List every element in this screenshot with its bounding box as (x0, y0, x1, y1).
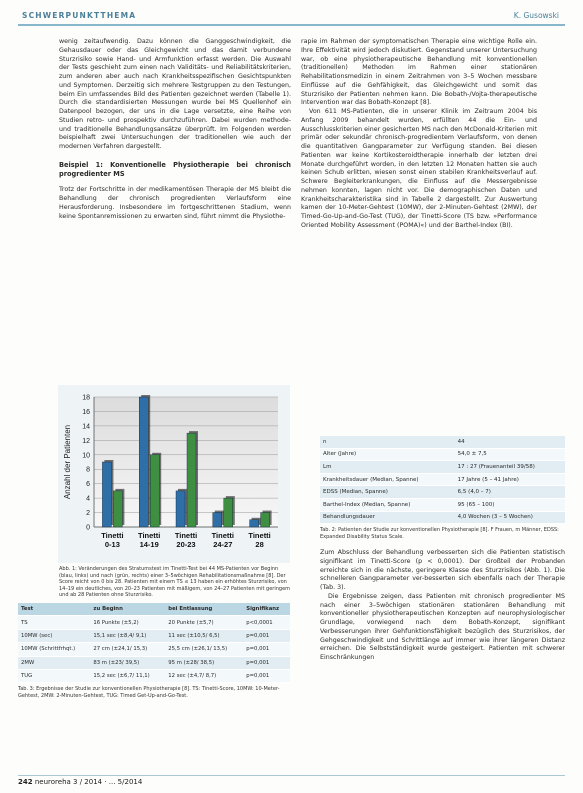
table-row (320, 486, 565, 499)
bar-chart (58, 385, 290, 563)
x-tick-label: 24-27 (213, 540, 233, 549)
figure-panel (58, 385, 290, 563)
table-3-caption: Tab. 3: Ergebnisse der Studie zur konventionellen Physiotherapie [8]. TS: Tinetti-Score, 10MW: 10-Meter-Gehtest, 2MW: 2-Minuten-Gehtest, TUG: Timed Get-Up-and-Go-Test. (18, 686, 280, 699)
y-tick-label: 4 (86, 495, 90, 503)
table-cell: 83 m (±23/ 39,5) (90, 656, 165, 669)
table-row (18, 616, 290, 629)
table-row (320, 448, 565, 461)
right-column-lower-text (320, 549, 565, 663)
table-header-cell: zu Beginn (90, 603, 165, 616)
footer-rule (18, 775, 565, 776)
table-2-caption: Tab. 2: Patienten der Studie zur konventionellen Physiotherapie [8]. F Frauen, m Männer, EDSS: Expanded Disability Status Scale. (320, 527, 559, 540)
bar (102, 462, 111, 527)
table-cell: 95 (65 – 100) (455, 498, 565, 511)
y-tick-label: 16 (82, 408, 90, 416)
table-cell: 95 m (±28/ 38,5) (165, 656, 243, 669)
table-cell: Barthel-Index (Median, Spanne) (320, 498, 455, 511)
paragraph: rapie im Rahmen der symptomatischen Therapie eine wichtige Rolle ein. Ihre Effektivität wird jedoch diskutiert. Gegenstand unserer Untersuchung war, ob eine physiotherapeutische Behandlung mit konventionellen (traditionellen) Methoden im Rahmen einer stationären Rehabilitationsmedizin in einem Zeitrahmen von 3–5 Wochen messbare Einflüsse auf die Gehfähigkeit, das Gleichgewicht und somit das Sturzrisiko der Patienten nehmen kann. Die Bobath-/Vojta-therapeutische Intervention war das Bobath-Konzept [8]. (301, 38, 537, 107)
header-rule (18, 24, 565, 26)
x-tick-label: Tinetti (101, 531, 124, 540)
y-tick-label: 10 (82, 452, 90, 460)
x-tick-label: Tinetti (211, 531, 234, 540)
table-3 (18, 603, 290, 700)
table-cell: 16 Punkte (±5,2) (90, 616, 165, 629)
bar (113, 491, 122, 527)
bar (176, 491, 185, 527)
table-cell: 10MW (sec) (18, 629, 90, 642)
y-tick-label: 14 (82, 423, 90, 431)
table-cell: 20 Punkte (±5,7) (165, 616, 243, 629)
table-cell: p=0,001 (243, 669, 290, 682)
table-cell: 4,0 Wochen (3 – 5 Wochen) (455, 511, 565, 524)
table-cell: 10MW (Schrittfrhqt.) (18, 643, 90, 656)
bar (224, 498, 233, 527)
table-cell: EDSS (Median, Spanne) (320, 486, 455, 499)
table-header-row (18, 603, 290, 616)
x-tick-label: 0-13 (104, 540, 120, 549)
table-cell: 15,1 sec (±8,4/ 9,1) (90, 629, 165, 642)
table-cell: 17 : 27 (Frauenanteil 39/58) (455, 461, 565, 474)
table-row (18, 643, 290, 656)
table-row (320, 436, 565, 448)
table-cell: 17 Jahre (5 – 41 Jahre) (455, 473, 565, 486)
x-tick-label: Tinetti (174, 531, 198, 540)
table-row (320, 461, 565, 474)
y-tick-label: 18 (82, 394, 90, 402)
table-cell: Lm (320, 461, 455, 474)
section-header: SCHWERPUNKTTHEMA (22, 11, 137, 20)
paragraph: Trotz der Fortschritte in der medikamentösen Therapie der MS bleibt die Behandlung der chronisch progredienten Verlaufsform eine Herausforderung. Insbesondere im fortgeschrittenen Stadium, wenn keine Spontanremissionen zu erwarten sind, führt nimmt die Physiothe- (59, 186, 291, 220)
y-tick-label: 2 (86, 510, 90, 518)
footer (18, 778, 142, 786)
table-header-cell: Test (18, 603, 90, 616)
journal-name: neuroreha 3 / 2014 · ... 5/2014 (34, 778, 143, 786)
table-row (320, 511, 565, 524)
author-header: K. Gusowski (513, 11, 559, 20)
table-cell: p<0,0001 (243, 616, 290, 629)
page-number: 242 (18, 778, 33, 786)
figure-caption: Abb. 1: Veränderungen des Stratumstest im Tinetti-Test bei 44 MS-Patienten vor Beginn (blau, links) und nach (grün, rechts) einer 3–5wöchigen Rehabilitationsmaßnahme [8]. Der Score reicht von 0 bis 28. Patienten mit einem TS ≤ 13 haben ein erhöhtes Sturzrisiko, von 14–19 ein deutliches, von 20–23 Patienten mit mäßigem, von 24–27 Patienten mit geringem und ab 28 Patienten ohne Sturzrisiko. (59, 566, 291, 599)
table-cell: 27 cm (±24,1/ 15,3) (90, 643, 165, 656)
x-tick-label: Tinetti (248, 531, 271, 540)
table-cell: TUG (18, 669, 90, 682)
y-tick-label: 12 (82, 437, 90, 445)
bar (213, 513, 222, 527)
table-row (18, 669, 290, 682)
y-tick-label: 6 (86, 481, 90, 489)
table-cell: n (320, 436, 455, 448)
table-2 (320, 436, 565, 540)
table-cell: p=0,001 (243, 643, 290, 656)
table-row (18, 656, 290, 669)
bar (139, 397, 148, 527)
x-tick-label: 14-19 (139, 540, 159, 549)
table-cell: 25,5 cm (±26,1/ 13,5) (165, 643, 243, 656)
y-axis-label: Anzahl der Patienten (63, 424, 72, 500)
x-tick-label: Tinetti (138, 531, 161, 540)
x-tick-label: 20-23 (176, 540, 196, 549)
table-cell: 44 (455, 436, 565, 448)
bar (150, 455, 159, 527)
paragraph: Von 611 MS-Patienten, die in unserer Klinik im Zeitraum 2004 bis Anfang 2009 behandelt wurden, erfüllten 44 die Ein- und Ausschlusskriterien einer gesicherten MS nach den McDonald-Kriterien mit primär oder sekundär chronisch-progredientem Verlaufsform, von denen die quantitativen Gangparameter zur Verfügung standen. Bei diesen Patienten war keine Kortikosteroidtherapie innerhalb der letzten drei Monate durchgeführt worden, in den letzten 12 Monaten hatten sie auch keinen Schub erlitten, wiesen sonst einen stabilen Krankheitsverlauf auf. Schwere Begleiterkrankungen, die Einfluss auf die Messergebnisse nehmen konnten, lagen nicht vor. Die demographischen Daten und Krankheitscharakteristika sind in Tabelle 2 dargestellt. Zur Auswertung kamen der 10-Meter-Gehtest (10MW), der 2-Minuten-Gehtest (2MW), der Timed-Go-Up-and-Go-Test (TUG), der Tinetti-Score (TS bzw. »Performance Oriented Mobility Assessment (POMA)«) und der Barthel-Index (BI). (301, 108, 537, 229)
bar (261, 513, 270, 527)
right-column-text (301, 38, 537, 231)
table-cell: 12 sec (±4,7/ 8,7) (165, 669, 243, 682)
paragraph: wenig zeitaufwendig. Dazu können die Ganggeschwindigkeit, die Gehausdauer oder das Gleichgewicht und das damit verbundene Sturzrisiko sowie Hand- und Armfunktion erfasst werden. Die Auswahl der Tests geschieht zum einen nach Validitäts- und Reliabilitätskriterien, zum anderen aber auch nach Krankheitsspezifischen Gesichtspunkten und Symptomen. Derzeitig sich mehrere Testgruppen zu den Testungen, beim Ein umfassendes Bild des Patienten gezeichnet werden (Tabelle 1). Durch die standardisierten Messungen wurde bei MS Quellenhof ein Datenpool bezogen, der uns in die Lage versetzte, eine Reihe von Studien retro- und prospektiv durchzuführen. Dabei wurden methode- und traditionelle Behandlungsansätze überprüft. Im Folgenden werden beispielhaft zwei Untersuchungen der traditionellen wie auch der modernen Verfahren dargestellt. (59, 38, 291, 150)
table-cell: p=0,001 (243, 629, 290, 642)
table-cell: Behandlungsdauer (320, 511, 455, 524)
table-cell: 15,2 sec (±6,7/ 11,1) (90, 669, 165, 682)
table-cell: 2MW (18, 656, 90, 669)
table-cell: p=0,001 (243, 656, 290, 669)
table-cell: TS (18, 616, 90, 629)
paragraph: Die Ergebnisse zeigen, dass Patienten mit chronisch progredienter MS nach einer 3–5wöchigen stationären stationären Behandlung mit konventioneller physiotherapeutischen Konzepten auf neurophysiologischer Grundlage, vorwiegend nach dem Bobath-Konzept, signifikant Verbesserungen ihrer Gehfunktionsfähigkeit bezüglich des Sturzrisikos, der Gehgeschwindigkeit und Schrittlänge auf immer wie ihrer längeren Distanz erreichen. Die Selbstständigkeit wurde gesteigert. Patienten mit schwerer Einschränkungen (320, 592, 565, 661)
table-row (320, 473, 565, 486)
table-cell: 6,5 (4,0 – 7) (455, 486, 565, 499)
table-row (18, 629, 290, 642)
bar (187, 433, 196, 527)
paragraph: Zum Abschluss der Behandlung verbesserten sich die Patienten statistisch signifikant im Tinetti-Score (p < 0,0001). Der Großteil der Probanden erreichte sich in die nächste, geringere Klasse des Sturzrisikos (Abb. 1). Die schnelleren Gangparameter ver-besserten sich ebenfalls nach der Therapie (Tab. 3). (320, 549, 565, 591)
left-column-text (59, 38, 291, 221)
table-cell: 11 sec (±10,5/ 6,5) (165, 629, 243, 642)
table-row (320, 498, 565, 511)
x-tick-label: 28 (255, 540, 264, 549)
table-header-cell: Signifikanz (243, 603, 290, 616)
table-header-cell: bei Entlassung (165, 603, 243, 616)
table-cell: Krankheitsdauer (Median, Spanne) (320, 473, 455, 486)
y-tick-label: 0 (86, 524, 90, 532)
bar (250, 520, 259, 527)
table-cell: 54,0 ± 7,5 (455, 448, 565, 461)
example-heading: Beispiel 1: Konventionelle Physiotherapie bei chronisch progredienter MS (59, 160, 291, 178)
y-tick-label: 8 (86, 466, 90, 474)
table-cell: Alter (Jahre) (320, 448, 455, 461)
